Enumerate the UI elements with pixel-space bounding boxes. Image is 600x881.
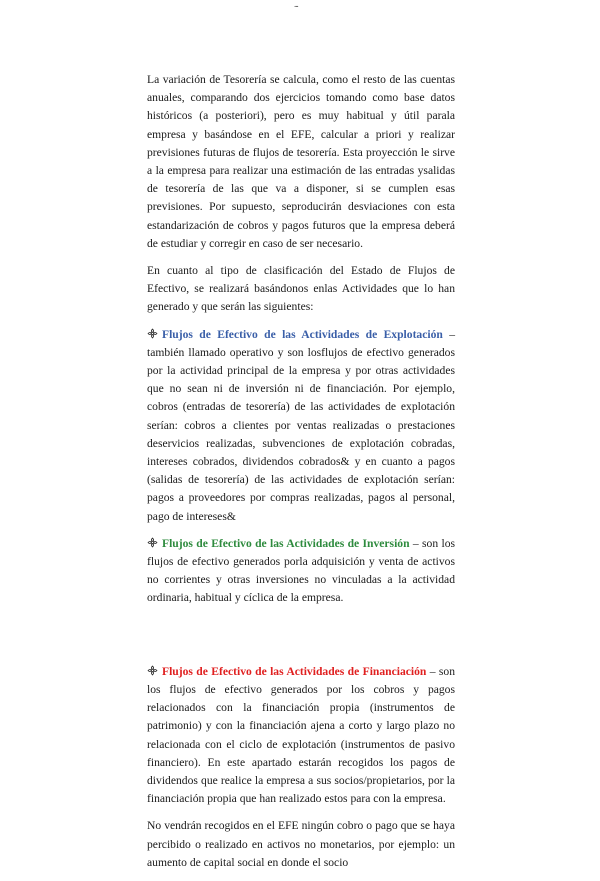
activity-operating	[147, 326, 455, 526]
section-gap	[147, 617, 455, 663]
flower-bullet-icon	[147, 537, 158, 548]
closing-paragraph: No vendrán recogidos en el EFE ningún cobro o pago que se haya percibido o realizado en activos no monetarios, por ejemplo: un aumento de capital social en donde el socio	[147, 819, 455, 869]
document-body	[147, 71, 455, 881]
page-top-marker: ...	[294, 0, 298, 9]
activity-investing	[147, 535, 455, 608]
investing-activities-term: Flujos de Efectivo de las Actividades de Inversión	[162, 536, 410, 550]
flower-bullet-icon	[147, 328, 158, 339]
flower-bullet-icon	[147, 665, 158, 676]
operating-activities-description: – también llamado operativo y son losflujos de efectivo generados por la actividad principal de la empresa y por otras actividades que no sean ni de inversión ni de financiación. Por ejemplo, cobros (entradas de tesorería) de las actividades de explotación serían: cobros a clientes por ventas realizadas o prestaciones deservicios realizadas, subvenciones de explotación cobradas, intereses cobrados, dividendos cobrados& y en cuanto a pagos (salidas de tesorería) de las actividades de explotación serían: pagos a proveedores por compras realizadas, pagos al personal, pago de intereses&	[147, 327, 455, 523]
operating-activities-term: Flujos de Efectivo de las Actividades de Explotación	[162, 327, 443, 341]
classification-paragraph: En cuanto al tipo de clasificación del Estado de Flujos de Efectivo, se realizará basándonos enlas Actividades que lo han generado y que serán las siguientes:	[147, 264, 455, 314]
intro-paragraph: La variación de Tesorería se calcula, como el resto de las cuentas anuales, comparando dos ejercicios tomando como base datos históricos (a posteriori), pero es muy habitual y útil parala empresa y basándose en el EFE, calcular a priori y realizar previsiones futuras de flujos de tesorería. Esta proyección le sirve a la empresa para realizar una estimación de las entradas ysalidas de tesorería de las que va a disponer, si se cumplen esas previsiones. Por supuesto, seproducirán desviaciones con esta estandarización de cobros y pagos futuros que la empresa deberá de estudiar y corregir en caso de ser necesario.	[147, 73, 455, 250]
investing-activities-description: – son los flujos de efectivo generados porla adquisición y venta de activos no corrientes y otras inversiones no vinculadas a la actividad ordinaria, habitual y cíclica de la empresa.	[147, 536, 456, 605]
financing-activities-term: Flujos de Efectivo de las Actividades de Financiación	[162, 664, 427, 678]
activity-financing	[147, 663, 455, 809]
financing-activities-description: – son los flujos de efectivo generados por los cobros y pagos relacionados con la financiación propia (instrumentos de patrimonio) y con la financiación ajena a corto y largo plazo no relacionada con el ciclo de explotación (instrumentos de pasivo financiero). En este apartado estarán recogidos los pagos de dividendos que realice la empresa a sus socios/propietarios, por la financiación propia que han realizado estos para con la empresa.	[147, 664, 456, 806]
